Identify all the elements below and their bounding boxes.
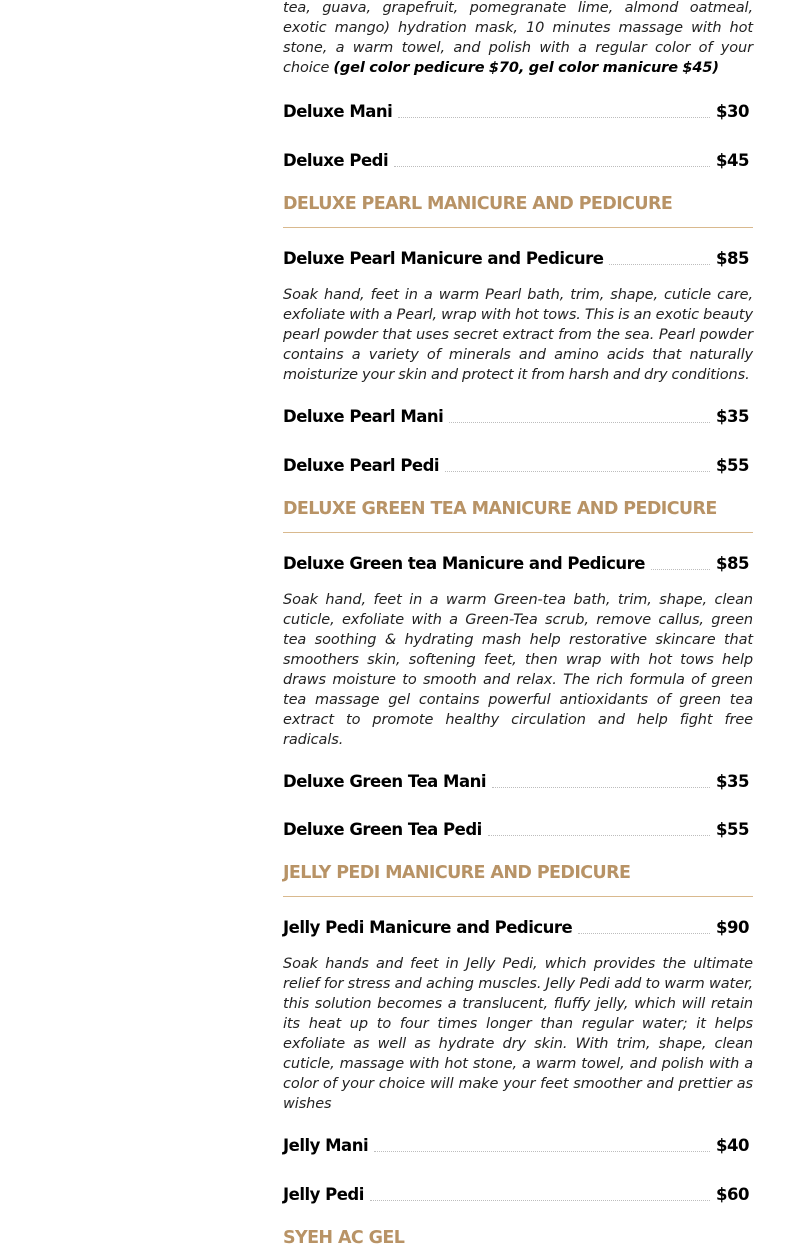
dot-leader	[445, 470, 710, 472]
item-name: Deluxe Green Tea Mani	[283, 772, 487, 791]
price-row-pearl-pedi	[283, 453, 753, 475]
item-price: $40	[716, 1136, 749, 1155]
item-name: Deluxe Pearl Manicure and Pedicure	[283, 249, 604, 268]
intro-description	[283, 0, 753, 78]
section-title-green-tea: DELUXE GREEN TEA MANICURE AND PEDICURE	[283, 499, 717, 519]
price-row-jelly-mani	[283, 1133, 753, 1155]
price-row-pearl-mani	[283, 404, 753, 426]
item-price: $85	[716, 249, 749, 268]
jelly-description: Soak hands and feet in Jelly Pedi, which provides the ultimate relief for stress and aching muscles. Jelly Pedi add to warm water, this solution becomes a translucent, fluffy jelly, which will retain its heat up to four times longer than regular water; it helps exfoliate as well as hydrate dry skin. With trim, shape, clean cuticle, massage with hot stone, a warm towel, and polish with a color of your choice will make your feet smoother and prettier as wishes	[283, 956, 753, 1112]
dot-leader	[651, 568, 710, 570]
item-name: Deluxe Pearl Mani	[283, 407, 444, 426]
item-price: $85	[716, 554, 749, 573]
intro-gel-prices: (gel color pedicure $70, gel color manicure $45)	[333, 60, 719, 76]
dot-leader	[492, 786, 710, 788]
item-name: Deluxe Green tea Manicure and Pedicure	[283, 554, 645, 573]
item-price: $90	[716, 918, 749, 937]
intro-text: tea, guava, grapefruit, pomegranate lime, almond oatmeal, exotic mango) hydration mask, 10 minutes massage with hot stone, a warm towel, and polish with a regular color of your choice	[283, 0, 753, 76]
dot-leader	[394, 165, 710, 167]
item-name: Deluxe Pedi	[283, 151, 389, 170]
price-row-green-tea-mani	[283, 769, 753, 791]
item-price: $45	[716, 151, 749, 170]
dot-leader	[578, 932, 710, 934]
price-row-jelly-pedi	[283, 1182, 753, 1204]
item-price: $60	[716, 1185, 749, 1204]
item-name: Deluxe Mani	[283, 102, 393, 121]
item-name: Jelly Pedi Manicure and Pedicure	[283, 918, 573, 937]
item-name: Deluxe Green Tea Pedi	[283, 820, 482, 839]
dot-leader	[374, 1150, 710, 1152]
item-price: $35	[716, 407, 749, 426]
item-name: Jelly Pedi	[283, 1185, 364, 1204]
dot-leader	[488, 834, 710, 836]
price-row-deluxe-pedi	[283, 148, 753, 170]
section-title-next: SYEH AC GEL	[283, 1228, 405, 1248]
item-name: Jelly Mani	[283, 1136, 369, 1155]
dot-leader	[370, 1199, 710, 1201]
price-row-green-tea-main	[283, 551, 753, 573]
price-row-green-tea-pedi	[283, 817, 753, 839]
item-price: $55	[716, 456, 749, 475]
dot-leader	[609, 263, 710, 265]
pearl-description: Soak hand, feet in a warm Pearl bath, trim, shape, cuticle care, exfoliate with a Pearl, wrap with hot tows. This is an exotic beauty pearl powder that uses secret extract from the sea. Pearl powder contains a variety of minerals and amino acids that naturally moisturize your skin and protect it from harsh and dry conditions.	[283, 287, 753, 383]
item-price: $35	[716, 772, 749, 791]
dot-leader	[398, 116, 710, 118]
item-name: Deluxe Pearl Pedi	[283, 456, 440, 475]
price-row-jelly-main	[283, 915, 753, 937]
section-title-pearl: DELUXE PEARL MANICURE AND PEDICURE	[283, 194, 673, 214]
menu-column	[283, 0, 753, 1248]
green-tea-description: Soak hand, feet in a warm Green-tea bath, trim, shape, clean cuticle, exfoliate with a Green-Tea scrub, remove callus, green tea soothing & hydrating mash help restorative skincare that smoothers skin, softening feet, then wrap with hot tows help draws moisture to smooth and relax. The rich formula of green tea massage gel contains powerful antioxidants of green tea extract to promote healthy circulation and help fight free radicals.	[283, 592, 753, 748]
item-price: $30	[716, 102, 749, 121]
price-row-deluxe-mani	[283, 99, 753, 121]
dot-leader	[449, 421, 710, 423]
section-title-jelly: JELLY PEDI MANICURE AND PEDICURE	[283, 863, 631, 883]
price-row-pearl-main	[283, 246, 753, 268]
item-price: $55	[716, 820, 749, 839]
